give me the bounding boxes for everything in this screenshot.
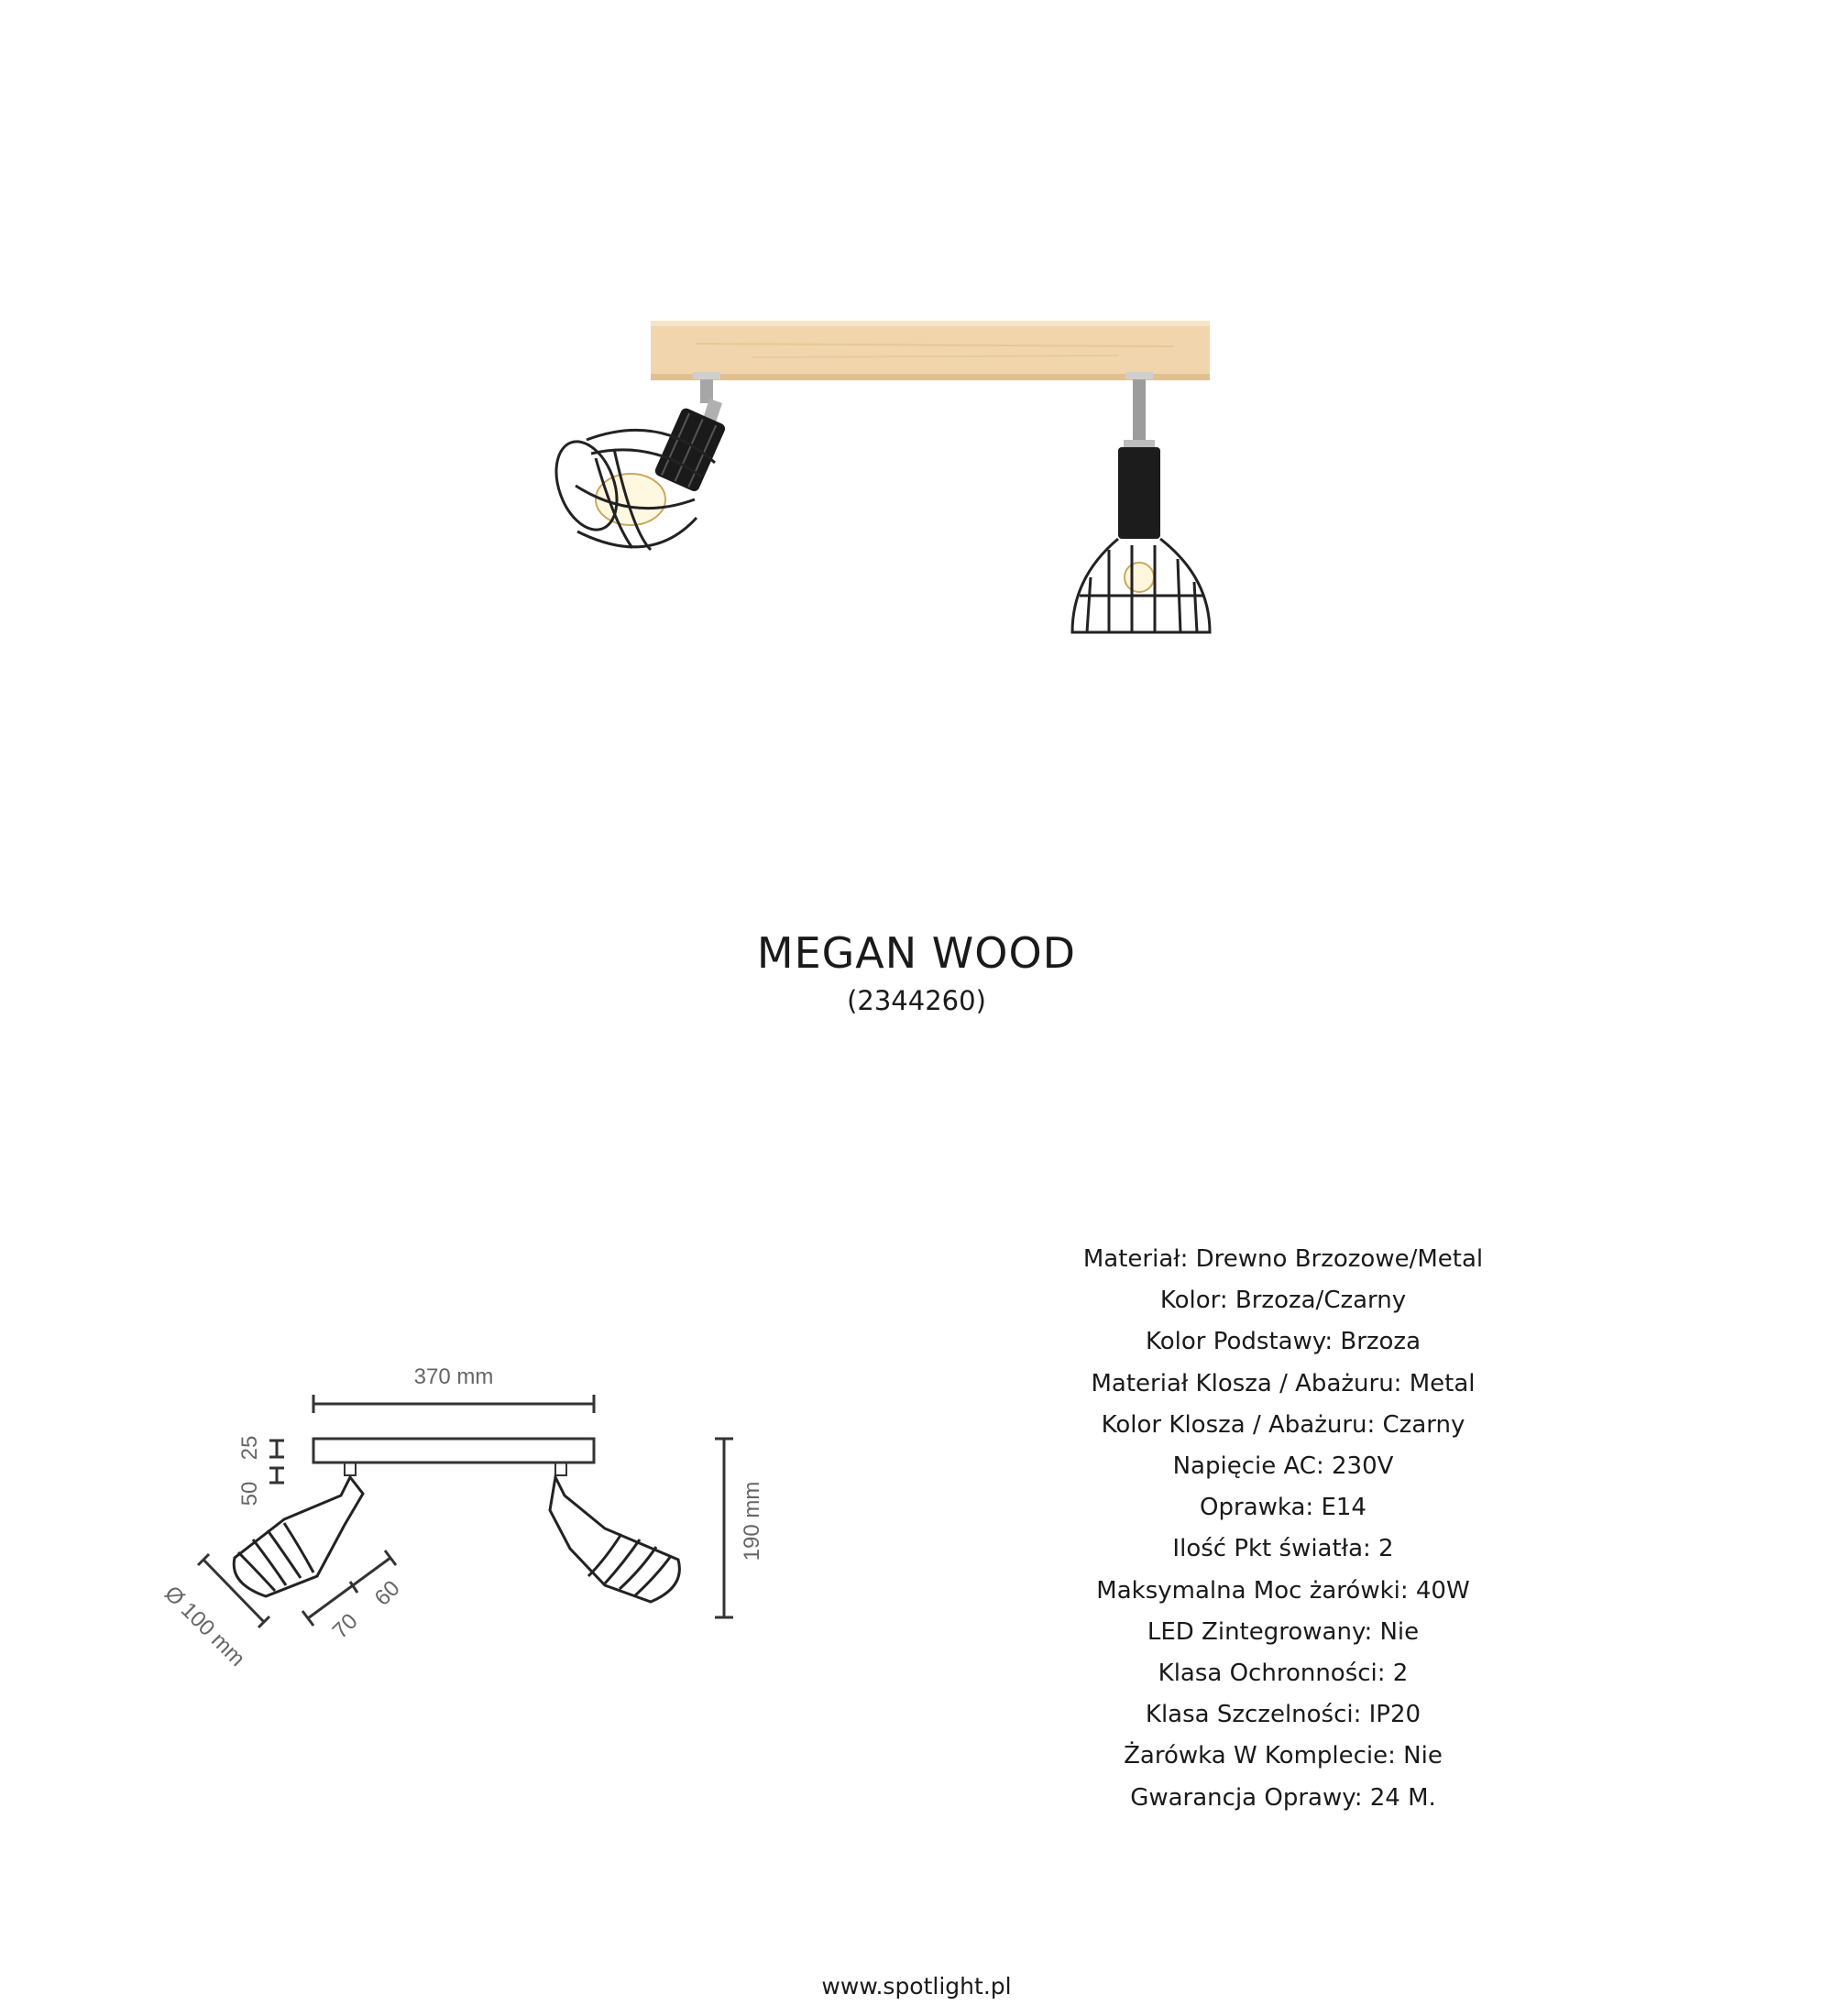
spec-list	[1026, 1239, 1540, 1819]
wooden-base	[651, 321, 1210, 380]
base-height-dimension	[269, 1441, 284, 1483]
product-photo	[477, 302, 1320, 669]
spec-item: Napięcie AC: 230V	[1172, 1452, 1394, 1481]
spec-item: LED Zintegrowany: Nie	[1147, 1617, 1420, 1646]
right-spotlight	[1072, 372, 1210, 632]
dimension-drawing	[147, 1356, 807, 1686]
product-code: (2344260)	[847, 985, 986, 1016]
arm-offset-label: 50	[237, 1481, 262, 1507]
spec-item: Maksymalna Moc żarówki: 40W	[1096, 1576, 1470, 1605]
spec-item: Materiał: Drewno Brzozowe/Metal	[1082, 1245, 1484, 1273]
footer-website-link[interactable]: www.spotlight.pl	[821, 1973, 1012, 2000]
base-height-label: 25	[237, 1435, 262, 1461]
width-dimension	[313, 1395, 594, 1413]
width-label: 370 mm	[413, 1364, 494, 1389]
left-spotlight	[545, 372, 727, 550]
base-outline	[313, 1439, 594, 1463]
spec-item: Materiał Klosza / Abażuru: Metal	[1091, 1369, 1476, 1397]
spec-item: Gwarancja Oprawy: 24 M.	[1130, 1783, 1436, 1812]
spec-item: Oprawka: E14	[1200, 1494, 1367, 1522]
spec-item: Ilość Pkt światła: 2	[1172, 1535, 1394, 1563]
spec-item: Klasa Ochronności: 2	[1158, 1660, 1409, 1688]
diameter-label: Ø 100 mm	[159, 1581, 250, 1671]
spec-item: Kolor Klosza / Abażuru: Czarny	[1101, 1410, 1465, 1439]
height-label: 190 mm	[740, 1481, 764, 1561]
height-dimension	[715, 1439, 733, 1617]
shade-length-a-label: 70	[327, 1608, 363, 1644]
title-block	[0, 927, 1833, 1017]
spec-item: Kolor: Brzoza/Czarny	[1159, 1287, 1407, 1315]
spec-item: Klasa Szczelności: IP20	[1145, 1701, 1421, 1729]
spec-item: Kolor Podstawy: Brzoza	[1145, 1328, 1421, 1356]
shade-length-b-label: 60	[369, 1575, 405, 1611]
product-title: MEGAN WOOD	[756, 928, 1077, 978]
right-shade-outline	[550, 1477, 679, 1602]
spec-item: Żarówka W Komplecie: Nie	[1124, 1742, 1443, 1770]
